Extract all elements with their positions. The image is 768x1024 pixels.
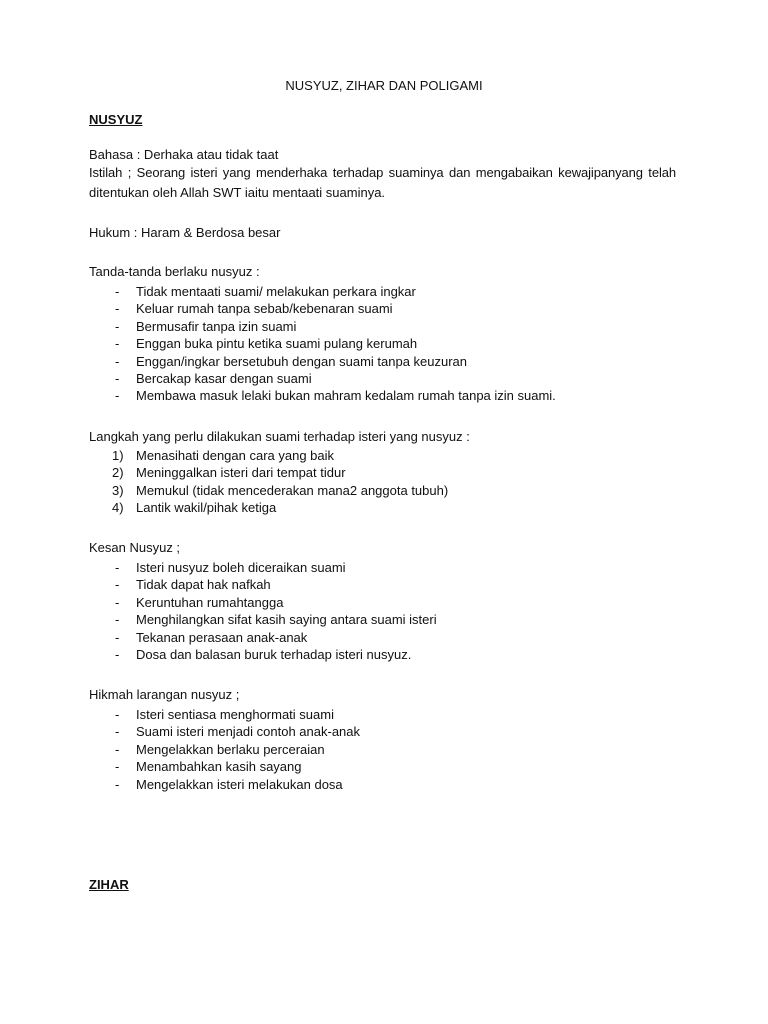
list-item	[0, 776, 768, 794]
section-heading-nusyuz: NUSYUZ	[89, 112, 143, 127]
list-item	[0, 629, 768, 647]
list-item-text: Isteri sentiasa menghormati suami	[136, 707, 334, 722]
list-item-text: Mengelakkan isteri melakukan dosa	[136, 777, 343, 792]
list-item-text: Bermusafir tanpa izin suami	[136, 319, 297, 334]
bullet-dash: -	[115, 577, 120, 592]
item-number: 2)	[112, 465, 124, 480]
list-item	[0, 387, 768, 405]
list-item-text: Dosa dan balasan buruk terhadap isteri nusyuz.	[136, 647, 412, 662]
list-item-text: Mengelakkan berlaku perceraian	[136, 742, 325, 757]
list-item-text: Tidak dapat hak nafkah	[136, 577, 271, 592]
list-item-text: Menghilangkan sifat kasih saying antara suami isteri	[136, 612, 437, 627]
item-number: 1)	[112, 448, 124, 463]
bullet-dash: -	[115, 707, 120, 722]
bullet-dash: -	[115, 595, 120, 610]
bullet-dash: -	[115, 647, 120, 662]
bullet-dash: -	[115, 319, 120, 334]
bullet-dash: -	[115, 630, 120, 645]
definition-istilah-line: ditentukan oleh Allah SWT iaitu mentaati suaminya.	[89, 185, 386, 200]
list-heading-kesan: Kesan Nusyuz ;	[89, 540, 181, 555]
bullet-dash: -	[115, 560, 120, 575]
list-item-text: Bercakap kasar dengan suami	[136, 371, 312, 386]
list-item-text: Isteri nusyuz boleh diceraikan suami	[136, 560, 346, 575]
list-item-text: Memukul (tidak mencederakan mana2 anggota tubuh)	[136, 483, 449, 498]
list-item-text: Enggan buka pintu ketika suami pulang kerumah	[136, 336, 418, 351]
list-item-text: Enggan/ingkar bersetubuh dengan suami tanpa keuzuran	[136, 354, 468, 369]
list-item	[0, 353, 768, 371]
list-item	[0, 723, 768, 741]
list-item	[0, 559, 768, 577]
list-item	[0, 758, 768, 776]
list-item	[0, 300, 768, 318]
bullet-dash: -	[115, 371, 120, 386]
list-item	[0, 370, 768, 388]
list-item-text: Suami isteri menjadi contoh anak-anak	[136, 724, 361, 739]
hukum-text: Hukum : Haram & Berdosa besar	[89, 225, 281, 240]
list-item	[0, 706, 768, 724]
list-item	[0, 283, 768, 301]
bullet-dash: -	[115, 354, 120, 369]
definition-istilah-line: Istilah ; Seorang isteri yang menderhaka terhadap suaminya dan mengabaikan kewajipanyang telah	[89, 165, 676, 180]
list-item-text: Membawa masuk lelaki bukan mahram kedalam rumah tanpa izin suami.	[136, 388, 556, 403]
bullet-dash: -	[115, 724, 120, 739]
bullet-dash: -	[115, 336, 120, 351]
bullet-dash: -	[115, 742, 120, 757]
numbered-item	[0, 447, 768, 465]
list-item-text: Menambahkan kasih sayang	[136, 759, 302, 774]
list-item-text: Tidak mentaati suami/ melakukan perkara ingkar	[136, 284, 416, 299]
list-item-text: Tekanan perasaan anak-anak	[136, 630, 308, 645]
bullet-dash: -	[115, 777, 120, 792]
list-heading-langkah: Langkah yang perlu dilakukan suami terhadap isteri yang nusyuz :	[89, 429, 470, 444]
numbered-item	[0, 482, 768, 500]
list-heading-tanda: Tanda-tanda berlaku nusyuz :	[89, 264, 260, 279]
list-item	[0, 318, 768, 336]
list-heading-hikmah: Hikmah larangan nusyuz ;	[89, 687, 240, 702]
numbered-item	[0, 464, 768, 482]
section-heading-zihar: ZIHAR	[89, 877, 129, 892]
bullet-dash: -	[115, 612, 120, 627]
list-item	[0, 741, 768, 759]
item-number: 4)	[112, 500, 124, 515]
bullet-dash: -	[115, 284, 120, 299]
list-item-text: Meninggalkan isteri dari tempat tidur	[136, 465, 346, 480]
list-item-text: Keruntuhan rumahtangga	[136, 595, 284, 610]
list-item-text: Keluar rumah tanpa sebab/kebenaran suami	[136, 301, 393, 316]
list-item-text: Lantik wakil/pihak ketiga	[136, 500, 277, 515]
list-item	[0, 576, 768, 594]
document-title: NUSYUZ, ZIHAR DAN POLIGAMI	[285, 78, 483, 93]
list-item	[0, 611, 768, 629]
list-item	[0, 646, 768, 664]
list-item	[0, 594, 768, 612]
numbered-item	[0, 499, 768, 517]
list-item-text: Menasihati dengan cara yang baik	[136, 448, 335, 463]
bullet-dash: -	[115, 759, 120, 774]
list-item	[0, 335, 768, 353]
bullet-dash: -	[115, 301, 120, 316]
item-number: 3)	[112, 483, 124, 498]
definition-bahasa: Bahasa : Derhaka atau tidak taat	[89, 147, 279, 162]
bullet-dash: -	[115, 388, 120, 403]
